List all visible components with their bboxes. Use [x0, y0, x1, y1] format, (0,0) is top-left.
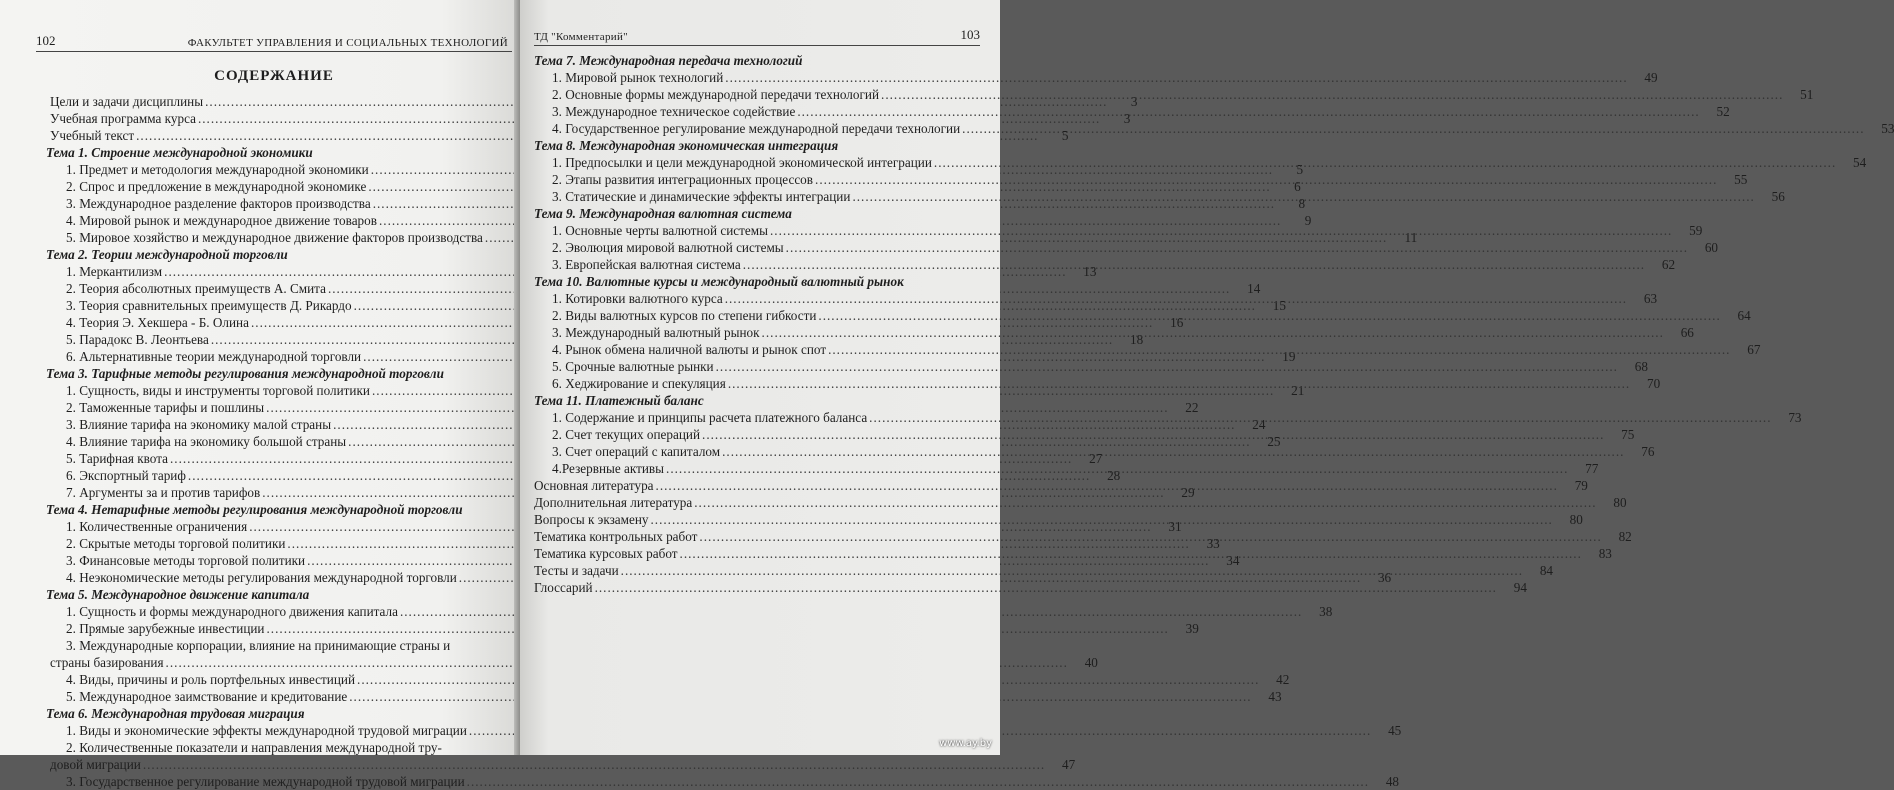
toc-entry	[534, 86, 1814, 103]
toc-section-heading	[36, 501, 512, 518]
toc-page-number: 33	[1206, 536, 1220, 551]
toc-dot-leader	[815, 171, 1717, 188]
toc-page-number: 80	[1569, 512, 1583, 527]
toc-entry-text: 6. Экспортный тариф	[66, 468, 186, 483]
toc-section-heading	[36, 705, 512, 722]
toc-dot-leader	[650, 511, 1552, 528]
toc-entry	[36, 603, 1333, 620]
toc-entry-text: Тема 3. Тарифные методы регулирования международной торговли	[46, 366, 444, 381]
toc-page-number: 15	[1272, 298, 1286, 313]
toc-entry-text: довой миграции	[50, 757, 141, 772]
toc-page-number: 67	[1747, 342, 1761, 357]
toc-entry-text: Основная литература	[534, 478, 654, 493]
toc-page-number: 11	[1404, 230, 1418, 245]
toc-page-number: 47	[1061, 757, 1076, 772]
toc-page-number: 55	[1734, 172, 1748, 187]
toc-page-number: 62	[1661, 257, 1676, 272]
toc-page-number: 75	[1621, 427, 1635, 442]
toc-entry-text: страны базирования	[50, 655, 164, 670]
toc-page-number: 82	[1618, 529, 1632, 544]
toc-entry-text: 3. Статические и динамические эффекты интеграции	[552, 189, 851, 204]
toc-entry-text: 3. Европейская валютная система	[552, 257, 741, 272]
toc-entry-text: Учебная программа курса	[50, 111, 196, 126]
toc-section-heading	[36, 246, 512, 263]
toc-page-number: 51	[1800, 87, 1814, 102]
toc-entry-text: Тема 9. Международная валютная система	[534, 206, 792, 221]
toc-entry-text: 4. Мировой рынок и международное движение товаров	[66, 213, 377, 228]
toc-dot-leader	[770, 222, 1672, 239]
toc-entry	[534, 188, 1785, 205]
toc-entry-text: 5. Мировое хозяйство и международное движение факторов производства	[66, 230, 483, 245]
toc-dot-leader	[786, 239, 1688, 256]
toc-entry	[36, 773, 1399, 790]
toc-entry-text: 1. Виды и экономические эффекты международной трудовой миграции	[66, 723, 467, 738]
toc-page-number: 27	[1089, 451, 1103, 466]
toc-entry	[36, 756, 1076, 773]
toc-dot-leader	[595, 579, 1497, 596]
right-running-title: ТД "Комментарий"	[534, 31, 628, 43]
toc-entry-text: 2. Спрос и предложение в международной экономике	[66, 179, 367, 194]
toc-entry-text: 7. Аргументы за и против тарифов	[66, 485, 261, 500]
toc-page-number: 54	[1853, 155, 1867, 170]
toc-entry-text: 5. Парадокс В. Леонтьева	[66, 332, 209, 347]
toc-page-number: 63	[1643, 291, 1658, 306]
toc-dot-leader	[869, 409, 1771, 426]
toc-page-number: 6	[1294, 179, 1301, 194]
toc-page-number: 24	[1252, 417, 1266, 432]
toc-dot-leader	[467, 773, 1369, 790]
toc-section-heading	[36, 144, 512, 161]
toc-dot-leader	[828, 341, 1730, 358]
toc-entry	[36, 739, 512, 756]
toc-entry-text: 2. Количественные показатели и направления международной тру-	[66, 740, 442, 755]
toc-page-number: 60	[1704, 240, 1719, 255]
toc-entry-text: Тема 1. Строение международной экономики	[46, 145, 313, 160]
toc-entry-text: 3. Финансовые методы торговой политики	[66, 553, 306, 568]
toc-entry-text: 1. Основные черты валютной системы	[552, 223, 768, 238]
toc-dot-leader	[722, 443, 1624, 460]
toc-entry-text: Цели и задачи дисциплины	[50, 94, 204, 109]
toc-entry-text: 1. Сущность и формы международного движения капитала	[66, 604, 398, 619]
toc-page-number: 49	[1644, 70, 1658, 85]
toc-page-number: 66	[1680, 325, 1694, 340]
toc-dot-leader	[656, 477, 1558, 494]
toc-entry-text: Тема 7. Международная передача технологий	[534, 53, 803, 68]
toc-entry-text: 6. Хеджирование и спекуляция	[552, 376, 726, 391]
toc-entry-text: 2. Эволюция мировой валютной системы	[552, 240, 784, 255]
toc-dot-leader	[702, 426, 1604, 443]
toc-entry-text: 1. Предпосылки и цели международной экономической интеграции	[552, 155, 932, 170]
toc-page-number: 3	[1130, 94, 1138, 109]
toc-page-number: 14	[1247, 281, 1261, 296]
toc-page-number: 64	[1737, 308, 1751, 323]
toc-page-number: 68	[1634, 359, 1648, 374]
toc-page-number: 13	[1083, 264, 1097, 279]
toc-entry-text: Вопросы к экзамену	[534, 512, 649, 527]
toc-dot-leader	[962, 120, 1864, 137]
toc-dot-leader	[728, 375, 1630, 392]
toc-page-number: 70	[1646, 376, 1661, 391]
toc-page-number: 40	[1084, 655, 1098, 670]
toc-page-number: 48	[1385, 774, 1399, 789]
toc-page-number: 21	[1291, 383, 1305, 398]
toc-entry-text: 3. Международное техническое содействие	[552, 104, 796, 119]
toc-page-number: 39	[1185, 621, 1199, 636]
toc-section-heading	[534, 52, 978, 69]
toc-entry-text: 2. Виды валютных курсов по степени гибкости	[552, 308, 817, 323]
toc-page-number: 5	[1296, 162, 1304, 177]
toc-entry-text: Тема 2. Теории международной торговли	[46, 247, 288, 262]
toc-entry-text: 4. Теория Э. Хекшера - Б. Олина	[66, 315, 249, 330]
toc-entry-text: Тема 6. Международная трудовая миграция	[46, 706, 305, 721]
toc-entry-text: 2. Теория абсолютных преимуществ А. Смита	[66, 281, 326, 296]
toc-dot-leader	[881, 86, 1783, 103]
toc-entry-text: Дополнительная литература	[534, 495, 693, 510]
toc-entry	[534, 358, 1648, 375]
toc-entry-text: 3. Международное разделение факторов производства	[66, 196, 371, 211]
toc-dot-leader	[725, 290, 1627, 307]
toc-entry-text: 2. Основные формы международной передачи технологий	[552, 87, 880, 102]
watermark: www.ay.by	[939, 738, 992, 749]
toc-entry	[534, 103, 1730, 120]
toc-entry	[534, 171, 1748, 188]
toc-section-heading	[534, 392, 978, 409]
right-page-header	[534, 20, 980, 46]
toc-entry-text: Тема 5. Международное движение капитала	[46, 587, 310, 602]
toc-dot-leader	[621, 562, 1523, 579]
toc-page-number: 94	[1513, 580, 1527, 595]
toc-entry	[534, 579, 1527, 596]
toc-page-number: 52	[1716, 104, 1730, 119]
toc-page-number: 8	[1298, 196, 1306, 211]
toc-entry	[534, 154, 1867, 171]
toc-page-number: 76	[1641, 444, 1655, 459]
toc-entry-text: Тема 11. Платежный баланс	[534, 393, 704, 408]
toc-page-number: 45	[1388, 723, 1402, 738]
toc-entry-text: 4. Виды, причины и роль портфельных инвестиций	[66, 672, 356, 687]
toc-section-heading	[36, 365, 512, 382]
left-page-number: 102	[36, 33, 56, 48]
toc-page-number: 28	[1107, 468, 1121, 483]
toc-entry	[36, 637, 512, 654]
toc-page-number: 38	[1319, 604, 1333, 619]
toc-section-heading	[36, 586, 512, 603]
toc-entry-text: 2. Скрытые методы торговой политики	[66, 536, 286, 551]
toc-entry	[36, 688, 1282, 705]
toc-entry-text: 5. Международное заимствование и кредитование	[66, 689, 348, 704]
toc-entry-text: 4. Государственное регулирование международной передачи технологии	[552, 121, 961, 136]
toc-page-number: 53	[1881, 121, 1894, 136]
toc-section-heading	[534, 137, 978, 154]
toc-page-number: 42	[1276, 672, 1290, 687]
toc-title: СОДЕРЖАНИЕ	[214, 68, 334, 84]
toc-dot-leader	[699, 528, 1601, 545]
toc-section-heading	[534, 273, 978, 290]
toc-page-number: 84	[1539, 563, 1553, 578]
toc-page-number: 77	[1585, 461, 1599, 476]
toc-dot-leader	[797, 103, 1699, 120]
toc-page-number: 56	[1771, 189, 1785, 204]
toc-entry-text: 1. Содержание и принципы расчета платежного баланса	[552, 410, 868, 425]
toc-entry-text: Учебный текст	[50, 128, 135, 143]
toc-entry-text: 4. Влияние тарифа на экономику большой страны	[66, 434, 347, 449]
toc-page-number: 83	[1598, 546, 1612, 561]
toc-entry-text: 5. Срочные валютные рынки	[552, 359, 714, 374]
toc-dot-leader	[666, 460, 1568, 477]
toc-entry-text: 2. Прямые зарубежные инвестиции	[66, 621, 265, 636]
toc-page-number: 5	[1061, 128, 1069, 143]
toc-dot-leader	[818, 307, 1720, 324]
toc-entry-text: 2. Этапы развития интеграционных процессов	[552, 172, 814, 187]
toc-entry	[534, 494, 1627, 511]
toc-entry-text: 5. Тарифная квота	[66, 451, 168, 466]
toc-entry-text: 1. Котировки валютного курса	[552, 291, 723, 306]
toc-entry-text: Тема 8. Международная экономическая интеграция	[534, 138, 839, 153]
toc-page-number: 34	[1226, 553, 1240, 568]
toc-entry-text: Тематика курсовых работ	[534, 546, 678, 561]
toc-entry	[36, 620, 1199, 637]
toc-entry-text: 1. Предмет и методология международной экономики	[66, 162, 369, 177]
toc-dot-leader	[143, 756, 1045, 773]
left-running-title: ФАКУЛЬТЕТ УПРАВЛЕНИЯ И СОЦИАЛЬНЫХ ТЕХНОЛОГИЙ	[187, 37, 508, 49]
toc-entry-text: Тема 4. Нетарифные методы регулирования международной торговли	[46, 502, 463, 517]
toc-dot-leader	[694, 494, 1596, 511]
toc-entry-text: 4. Рынок обмена наличной валюты и рынок спот	[552, 342, 827, 357]
toc-entry-text: 3. Международные корпорации, влияние на принимающие страны и	[66, 638, 451, 653]
toc-entry-text: 1. Количественные ограничения	[66, 519, 248, 534]
toc-dot-leader	[934, 154, 1836, 171]
right-page-number: 103	[960, 27, 980, 42]
toc-page-number: 43	[1268, 689, 1282, 704]
toc-entry-text: Глоссарий	[534, 580, 593, 595]
toc-entry-text: 3. Теория сравнительных преимуществ Д. Рикардо	[66, 298, 352, 313]
toc-page-number: 31	[1168, 519, 1182, 534]
toc-entry-text: 3. Влияние тарифа на экономику малой страны	[66, 417, 332, 432]
toc-entry-text: 3. Счет операций с капиталом	[552, 444, 721, 459]
toc-dot-leader	[680, 545, 1582, 562]
toc-page-number: 19	[1282, 349, 1296, 364]
toc-entry-text: Тема 10. Валютные курсы и международный валютный рынок	[534, 274, 904, 289]
toc-entry-text: 6. Альтернативные теории международной торговли	[66, 349, 362, 364]
toc-entry-text: 3. Государственное регулирование международной трудовой миграции	[66, 774, 465, 789]
toc-entry	[534, 69, 1658, 86]
toc-entry-text: 4.Резервные активы	[552, 461, 665, 476]
toc-dot-leader	[852, 188, 1754, 205]
left-page-header	[36, 26, 512, 52]
toc-entry	[36, 671, 1290, 688]
toc-dot-leader	[743, 256, 1645, 273]
toc-page-number: 3	[1123, 111, 1131, 126]
toc-dot-leader	[725, 69, 1627, 86]
toc-entry	[534, 120, 1894, 137]
toc-entry-text: 4. Неэкономические методы регулирования международной торговли	[66, 570, 457, 585]
toc-entry	[534, 239, 1719, 256]
toc-entry-text: 1. Меркантилизм	[66, 264, 163, 279]
toc-entry-text: Тематика контрольных работ	[534, 529, 698, 544]
toc-entry	[36, 722, 1402, 739]
toc-page-number: 16	[1170, 315, 1184, 330]
toc-section-heading	[534, 205, 978, 222]
toc-page-number: 18	[1129, 332, 1144, 347]
toc-dot-leader	[762, 324, 1664, 341]
toc-entry-text: 3. Международный валютный рынок	[552, 325, 760, 340]
toc-page-number: 73	[1788, 410, 1802, 425]
toc-entry-text: 2. Счет текущих операций	[552, 427, 701, 442]
toc-entry-text: 2. Таможенные тарифы и пошлины	[66, 400, 265, 415]
toc-page-number: 80	[1613, 495, 1627, 510]
toc-entry-text: 1. Мировой рынок технологий	[552, 70, 724, 85]
toc-page-number: 22	[1185, 400, 1199, 415]
toc-entry-text: 1. Сущность, виды и инструменты торговой политики	[66, 383, 370, 398]
toc-page-number: 25	[1267, 434, 1281, 449]
toc-page-number: 79	[1574, 478, 1588, 493]
toc-entry-text: Тесты и задачи	[534, 563, 619, 578]
toc-page-number: 9	[1304, 213, 1312, 228]
toc-page-number: 59	[1689, 223, 1703, 238]
toc-page-number: 29	[1181, 485, 1195, 500]
toc-entry	[36, 654, 1098, 671]
toc-dot-leader	[716, 358, 1618, 375]
toc-page-number: 36	[1377, 570, 1392, 585]
